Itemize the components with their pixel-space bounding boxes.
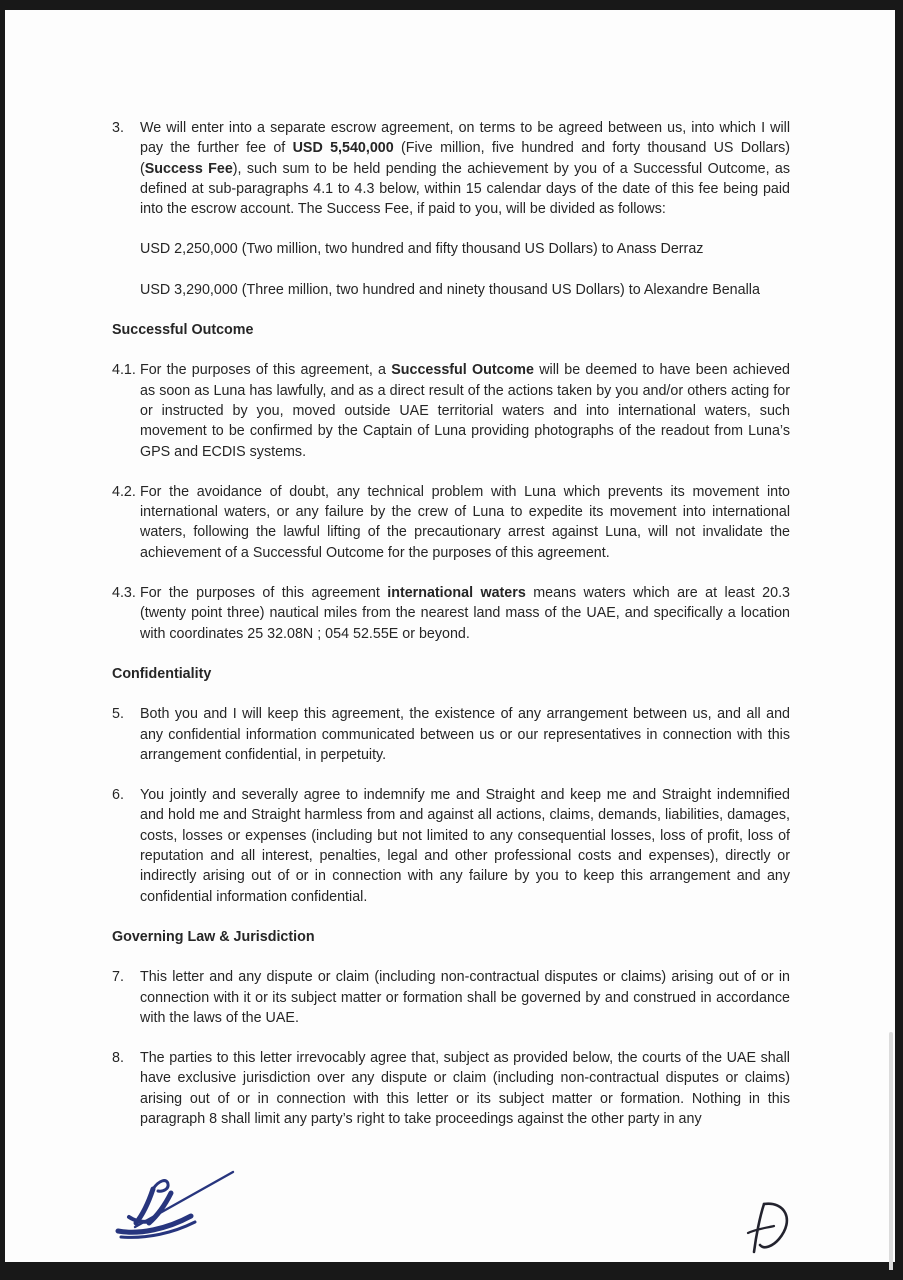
paragraph-text: The parties to this letter irrevocably agree that, subject as provided below, the courts of the UAE shall have exclusive jurisdiction over any dispute or claim (including non-contractual disputes or claims) arising out of or in connection with this letter or its subject matter or formation. Nothing in this paragraph 8 shall limit any party’s right to take proceedings against the other party in any [140,1050,790,1127]
paragraph [112,360,790,461]
paragraph [112,482,790,563]
scrollbar-thumb[interactable] [889,1032,893,1270]
document-body [112,118,790,1149]
paragraph-number: 6. [112,787,124,804]
paragraph-text: You jointly and severally agree to indemnify me and Straight and keep me and Straight indemnified and hold me and Straight harmless from and against all actions, claims, demands, liabilities, damages, costs, losses or expenses (including but not limited to any consequential losses, loss of profit, loss of reputation and all interest, penalties, legal and other professional costs and expenses), directly or indirectly arising out of or in connection with any failure by you to keep this arrangement and any confidential information confidential. [140,787,790,905]
paragraph-text: USD 3,290,000 (Three million, two hundred and ninety thousand US Dollars) to Alexandre Benalla [140,281,760,298]
document-page [5,10,895,1262]
paragraph [112,785,790,907]
paragraph-text: For the avoidance of doubt, any technical problem with Luna which prevents its movement into international waters, or any failure by the crew of Luna to expedite its movement into international waters, following the lawful lifting of the precautionary arrest against Luna, will not invalidate the achievement of a Successful Outcome for the purposes of this agreement. [140,483,790,561]
paragraph-text: This letter and any dispute or claim (including non-contractual disputes or claims) arising out of or in connection with it or its subject matter or formation shall be governed by and construed in accordance with the laws of the UAE. [140,969,790,1026]
paragraph [112,1048,790,1129]
paragraph-text: We will enter into a separate escrow agreement, on terms to be agreed between us, into which I will pay the further fee of USD 5,540,000 (Five million, five hundred and forty thousand US Dollars) (Success Fee), such sum to be held pending the achievement by you of a Successful Outcome, as defined at sub-paragraphs 4.1 to 4.3 below, within 15 calendar days of the date of this fee being paid into the escrow account. The Success Fee, if paid to you, will be divided as follows: [140,120,791,218]
paragraph [112,118,790,219]
paragraph [112,280,790,300]
section-heading: Governing Law & Jurisdiction [112,928,315,945]
paragraph-text: For the purposes of this agreement international waters means waters which are at least 20.3 (twenty point three) nautical miles from the nearest land mass of the UAE, and specifically a location with coordinates 25 32.08N ; 054 52.55E or beyond. [140,585,790,642]
paragraph-number: 8. [112,1050,124,1067]
paragraph-number: 4.1. [112,362,136,379]
paragraph-text: Both you and I will keep this agreement, the existence of any arrangement between us, and all and any confidential information communicated between us or our representatives in connection with this arrangement confidential, in perpetuity. [140,706,790,763]
paragraph-text: For the purposes of this agreement, a Successful Outcome will be deemed to have been achieved as soon as Luna has lawfully, and as a direct result of the actions taken by you and/or others acting for or instructed by you, moved outside UAE territorial waters and into international waters, such movement to be confirmed by the Captain of Luna providing photographs of the readout from Luna’s GPS and ECDIS systems. [140,362,790,460]
paragraph [112,583,790,644]
paragraph [112,967,790,1028]
paragraph-text: USD 2,250,000 (Two million, two hundred and fifty thousand US Dollars) to Anass Derraz [140,241,704,258]
paragraph-number: 7. [112,969,124,986]
paragraph-number: 3. [112,120,124,136]
paragraph-number: 4.2. [112,483,136,500]
section-heading: Successful Outcome [112,322,254,339]
handwritten-signature [105,1165,245,1245]
paragraph [112,704,790,765]
paragraph-number: 4.3. [112,585,136,602]
section-heading: Confidentiality [112,665,212,682]
handwritten-initials [743,1198,799,1260]
paragraph [112,239,790,259]
paragraph-number: 5. [112,706,124,723]
